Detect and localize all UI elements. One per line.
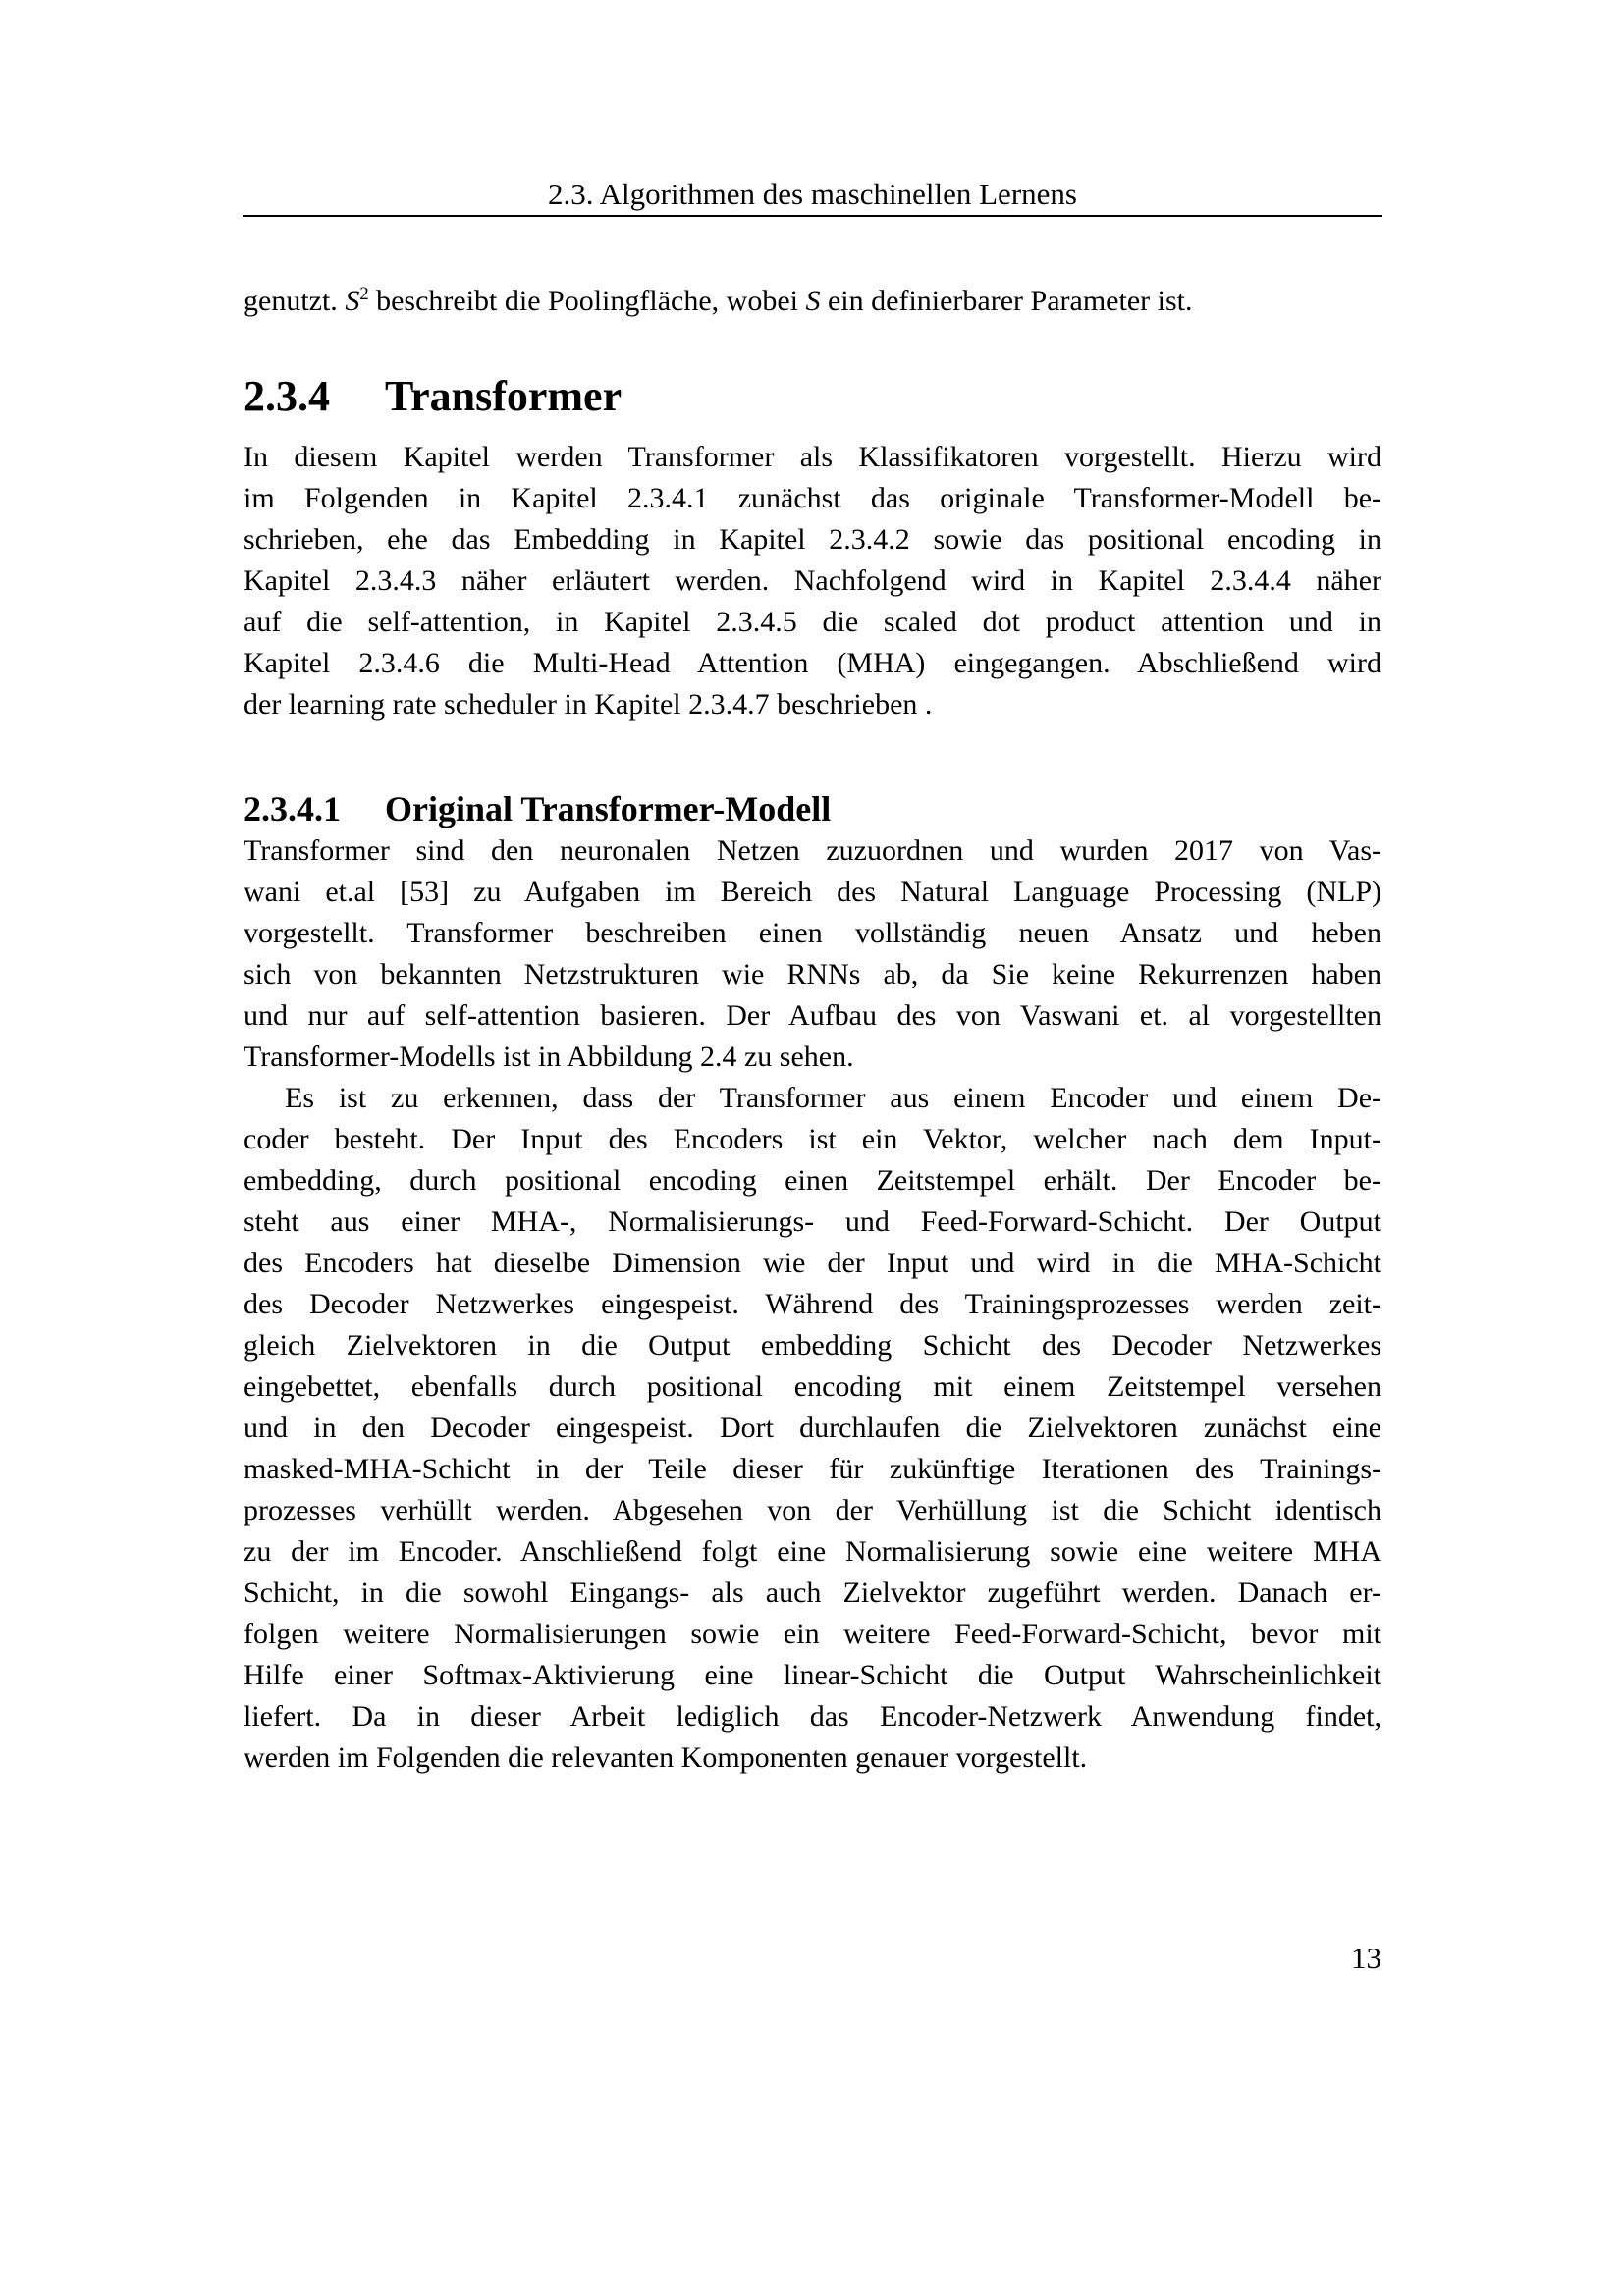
text-line: liefert. Da in dieser Arbeit lediglich das Encoder-Netzwerk Anwendung findet, <box>244 1700 1381 1733</box>
text-line: coder besteht. Der Input des Encoders ist ein Vektor, welcher nach dem Input- <box>244 1123 1381 1155</box>
intro-paragraph <box>244 281 1381 322</box>
superscript-2: 2 <box>359 284 369 304</box>
subsection-paragraph-2 <box>244 1078 1381 1779</box>
subsection-number: 2.3.4.1 <box>244 789 341 828</box>
page-number: 13 <box>1351 1941 1381 1975</box>
text-line: Schicht, in die sowohl Eingangs- als auch Zielvektor zugeführt werden. Danach er- <box>244 1576 1381 1609</box>
intro-text-mid: beschreibt die Poolingfläche, wobei <box>368 285 806 317</box>
intro-text-pre: genutzt. <box>244 285 346 317</box>
text-line: Transformer sind den neuronalen Netzen zuzuordnen und wurden 2017 von Vas- <box>244 834 1381 867</box>
text-line: auf die self-attention, in Kapitel 2.3.4.5 die scaled dot product attention und in <box>244 606 1381 638</box>
text-line: Kapitel 2.3.4.6 die Multi-Head Attention (MHA) eingegangen. Abschließend wird <box>244 647 1381 679</box>
text-line: eingebettet, ebenfalls durch positional encoding mit einem Zeitstempel versehen <box>244 1370 1381 1403</box>
text-line: des Encoders hat dieselbe Dimension wie der Input und wird in die MHA-Schicht <box>244 1247 1381 1279</box>
text-line: im Folgenden in Kapitel 2.3.4.1 zunächst das originale Transformer-Modell be- <box>244 482 1381 514</box>
text-line: wani et.al [53] zu Aufgaben im Bereich des Natural Language Processing (NLP) <box>244 876 1381 908</box>
text-line: Transformer-Modells ist in Abbildung 2.4 zu sehen. <box>244 1041 854 1073</box>
text-line: zu der im Encoder. Anschließend folgt eine Normalisierung sowie eine weitere MHA <box>244 1535 1381 1568</box>
text-line: vorgestellt. Transformer beschreiben einen vollständig neuen Ansatz und heben <box>244 917 1381 949</box>
text-line: Hilfe einer Softmax-Aktivierung eine linear-Schicht die Output Wahrscheinlichkeit <box>244 1659 1381 1691</box>
text-line: werden im Folgenden die relevanten Komponenten genauer vorgestellt. <box>244 1741 1088 1774</box>
text-line: prozesses verhüllt werden. Abgesehen von der Verhüllung ist die Schicht identisch <box>244 1494 1381 1526</box>
text-line: masked-MHA-Schicht in der Teile dieser für zukünftige Iterationen des Trainings- <box>244 1453 1381 1485</box>
header-rule <box>243 215 1382 217</box>
math-variable-s: S <box>805 285 821 317</box>
text-line: Es ist zu erkennen, dass der Transformer aus einem Encoder und einem De- <box>285 1082 1381 1114</box>
running-header: 2.3. Algorithmen des maschinellen Lernens <box>548 177 1077 211</box>
text-line: Kapitel 2.3.4.3 näher erläutert werden. Nachfolgend wird in Kapitel 2.3.4.4 näher <box>244 564 1381 597</box>
text-line: embedding, durch positional encoding einen Zeitstempel erhält. Der Encoder be- <box>244 1164 1381 1197</box>
text-line: des Decoder Netzwerkes eingespeist. Während des Trainingsprozesses werden zeit- <box>244 1288 1381 1320</box>
text-line: gleich Zielvektoren in die Output embedding Schicht des Decoder Netzwerkes <box>244 1329 1381 1362</box>
text-line: und in den Decoder eingespeist. Dort durchlaufen die Zielvektoren zunächst eine <box>244 1412 1381 1444</box>
section-title: Transformer <box>385 372 623 420</box>
subsection-title: Original Transformer-Modell <box>385 789 832 828</box>
text-line: der learning rate scheduler in Kapitel 2.3.4.7 beschrieben . <box>244 688 933 721</box>
subsection-heading <box>244 787 1381 830</box>
text-line: steht aus einer MHA-, Normalisierungs- und Feed-Forward-Schicht. Der Output <box>244 1205 1381 1238</box>
subsection-paragraph-1 <box>244 830 1381 1078</box>
text-line: sich von bekannten Netzstrukturen wie RNNs ab, da Sie keine Rekurrenzen haben <box>244 958 1381 990</box>
section-number: 2.3.4 <box>244 372 330 420</box>
text-line: schrieben, ehe das Embedding in Kapitel 2.3.4.2 sowie das positional encoding in <box>244 523 1381 556</box>
text-line: In diesem Kapitel werden Transformer als Klassifikatoren vorgestellt. Hierzu wird <box>244 441 1381 473</box>
section-paragraph <box>244 437 1381 725</box>
intro-text-post: ein definierbarer Parameter ist. <box>820 285 1193 317</box>
text-line: folgen weitere Normalisierungen sowie ein weitere Feed-Forward-Schicht, bevor mit <box>244 1618 1381 1650</box>
math-variable-s: S <box>345 285 360 317</box>
section-heading <box>244 370 1381 422</box>
text-line: und nur auf self-attention basieren. Der Aufbau des von Vaswani et. al vorgestellten <box>244 999 1381 1032</box>
